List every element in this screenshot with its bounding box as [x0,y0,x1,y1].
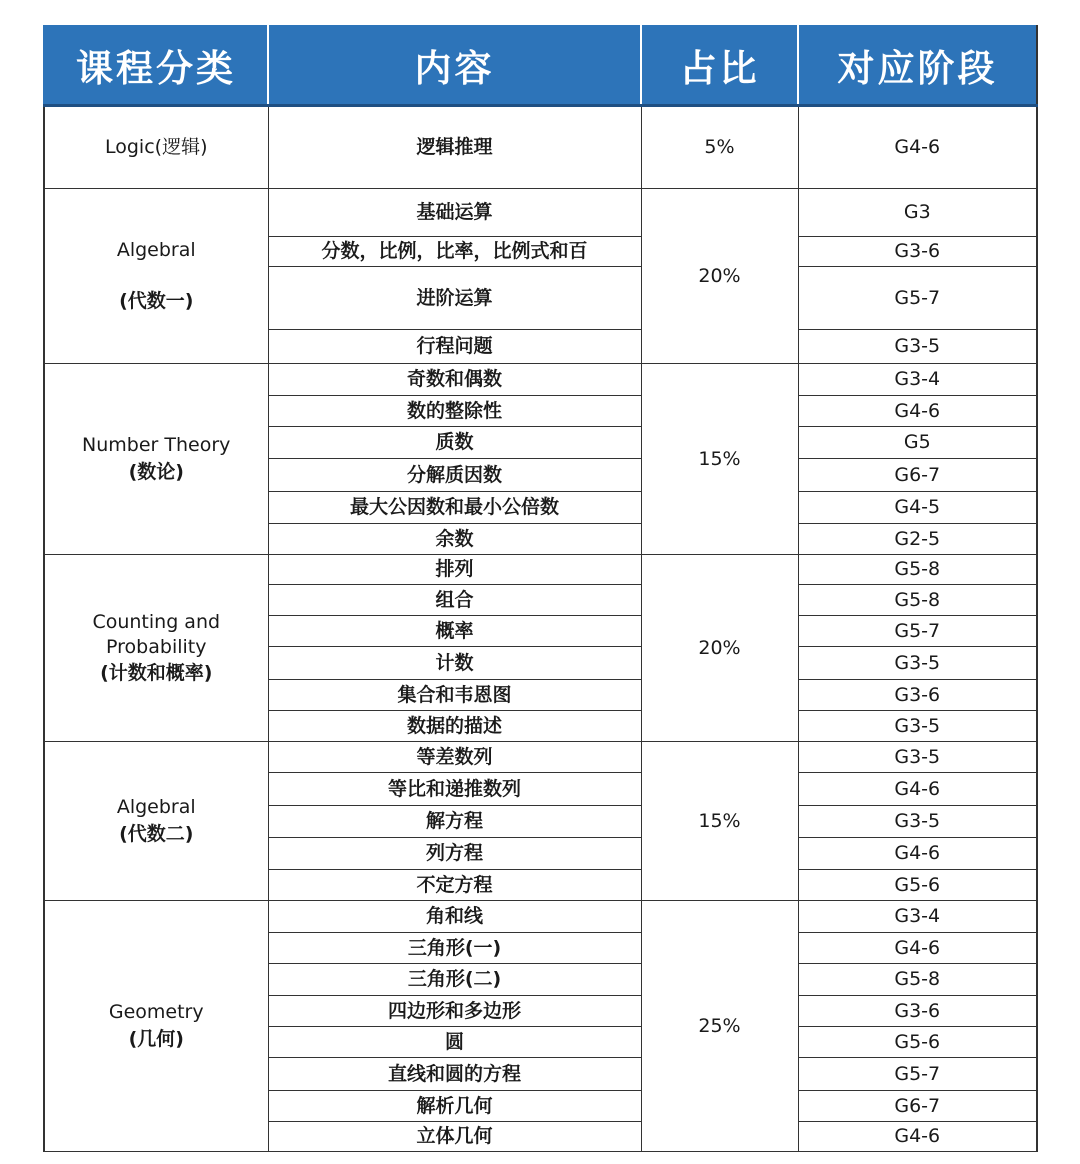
stage-cell: G3 [798,189,1037,237]
topic-cell: 数的整除性 [268,396,641,427]
ratio-cell: 5% [641,106,798,189]
topic-cell: 行程问题 [268,330,641,364]
topic-cell: 质数 [268,427,641,459]
topic-cell: 最大公因数和最小公倍数 [268,492,641,524]
category-name-en: Logic(逻辑) [105,136,208,159]
category-name-cn: (代数二) [119,823,194,845]
header-category: 课程分类 [44,25,268,106]
topic-cell: 解方程 [268,806,641,838]
topic-cell: 奇数和偶数 [268,364,641,396]
curriculum-table-container [43,25,1038,1152]
stage-cell: G5-7 [798,616,1037,647]
header-stage: 对应阶段 [798,25,1037,106]
table-row [44,742,1037,773]
topic-cell: 分解质因数 [268,459,641,492]
topic-cell: 基础运算 [268,189,641,237]
topic-cell: 三角形(二) [268,964,641,996]
topic-cell: 概率 [268,616,641,647]
stage-cell: G5-6 [798,1027,1037,1058]
category-cell [44,106,268,189]
topic-cell: 圆 [268,1027,641,1058]
category-cell [44,189,268,364]
topic-cell: 数据的描述 [268,711,641,742]
topic-cell: 等比和递推数列 [268,773,641,806]
table-row [44,901,1037,933]
category-name-en: Algebral [116,796,196,819]
stage-cell: G3-5 [798,742,1037,773]
table-row [44,364,1037,396]
topic-cell: 等差数列 [268,742,641,773]
topic-cell: 集合和韦恩图 [268,680,641,711]
table-row [44,555,1037,585]
stage-cell: G5-6 [798,870,1037,901]
table-row [44,106,1037,189]
stage-cell: G3-6 [798,680,1037,711]
curriculum-table [43,25,1038,1152]
topic-cell: 进阶运算 [268,267,641,330]
category-name-en: Counting and Probability [92,610,221,658]
topic-cell: 计数 [268,647,641,680]
ratio-cell: 20% [641,189,798,364]
ratio-cell: 25% [641,901,798,1152]
topic-cell: 列方程 [268,838,641,870]
stage-cell: G5-7 [798,267,1037,330]
category-name-en: Algebral [116,239,196,262]
category-name-cn: (几何) [128,1028,184,1050]
stage-cell: G5 [798,427,1037,459]
topic-cell: 逻辑推理 [268,106,641,189]
ratio-cell: 15% [641,742,798,901]
stage-cell: G6-7 [798,1091,1037,1122]
stage-cell: G5-8 [798,964,1037,996]
stage-cell: G4-6 [798,106,1037,189]
stage-cell: G4-6 [798,396,1037,427]
stage-cell: G3-5 [798,806,1037,838]
topic-cell: 组合 [268,585,641,616]
stage-cell: G3-4 [798,364,1037,396]
stage-cell: G2-5 [798,524,1037,555]
category-name-cn: (数论) [128,461,184,483]
stage-cell: G4-6 [798,933,1037,964]
topic-cell: 排列 [268,555,641,585]
stage-cell: G4-5 [798,492,1037,524]
topic-cell: 立体几何 [268,1122,641,1152]
header-row [44,25,1037,106]
ratio-cell: 15% [641,364,798,555]
category-cell [44,742,268,901]
stage-cell: G4-6 [798,838,1037,870]
category-cell [44,901,268,1152]
category-cell [44,364,268,555]
topic-cell: 三角形(一) [268,933,641,964]
stage-cell: G6-7 [798,459,1037,492]
stage-cell: G3-4 [798,901,1037,933]
topic-cell: 四边形和多边形 [268,996,641,1027]
category-name-cn: (计数和概率) [100,662,213,685]
header-content: 内容 [268,25,641,106]
topic-cell: 分数，比例，比率，比例式和百 [268,237,641,267]
table-row [44,189,1037,237]
category-cell [44,555,268,742]
topic-cell: 角和线 [268,901,641,933]
stage-cell: G4-6 [798,773,1037,806]
topic-cell: 不定方程 [268,870,641,901]
topic-cell: 直线和圆的方程 [268,1058,641,1091]
category-name-en: Geometry [108,1001,204,1024]
table-body [44,106,1037,1152]
table-header [44,25,1037,106]
topic-cell: 解析几何 [268,1091,641,1122]
stage-cell: G3-6 [798,237,1037,267]
stage-cell: G4-6 [798,1122,1037,1152]
topic-cell: 余数 [268,524,641,555]
stage-cell: G3-5 [798,647,1037,680]
category-name-cn: (代数一) [119,290,194,312]
category-name-en: Number Theory [82,434,231,457]
stage-cell: G3-5 [798,330,1037,364]
stage-cell: G5-7 [798,1058,1037,1091]
stage-cell: G3-6 [798,996,1037,1027]
stage-cell: G5-8 [798,555,1037,585]
header-ratio: 占比 [641,25,798,106]
ratio-cell: 20% [641,555,798,742]
stage-cell: G5-8 [798,585,1037,616]
stage-cell: G3-5 [798,711,1037,742]
